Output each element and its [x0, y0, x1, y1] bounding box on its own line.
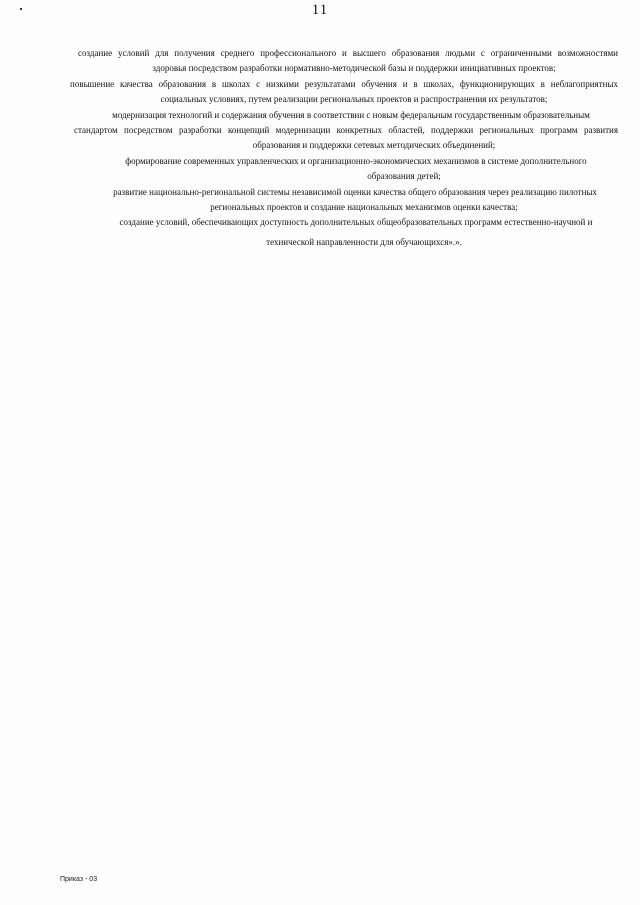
text-line: создание условий для получения среднего профессионального и высшего образования людьми с ограниченными возможностями	[78, 48, 618, 58]
footer-label: Приказ - 03	[60, 876, 98, 883]
text-line: повышение качества образования в школах с низкими результатами обучения и в школах, функционирующих в неблагоприятных	[70, 79, 618, 90]
text-line: модернизация технологий и содержания обучения в соответствии с новым федеральным государственным образовательным	[112, 110, 590, 121]
text-line: здоровья посредством разработки нормативно-методической базы и поддержки инициативных проектов;	[152, 62, 556, 73]
text-line: создание условий, обеспечивающих доступность дополнительных общеобразовательных программ естественно-научной и	[119, 216, 593, 227]
text-line: образования детей;	[367, 170, 441, 181]
text-line: социальных условиях, путем реализации региональных проектов и распространения их результатов;	[160, 93, 548, 104]
body-text	[70, 46, 618, 250]
text-line: образования и поддержки сетевых методических объединений;	[252, 139, 496, 150]
text-line: развитие национально-региональной системы независимой оценки качества общего образования через реализацию пилотных	[113, 187, 597, 198]
text-line: региональных проектов и создание национальных механизмов оценки качества;	[210, 201, 518, 212]
text-line: формирование современных управленческих и организационно-экономических механизмов в системе дополнительного	[125, 156, 587, 167]
page-number: 11	[311, 2, 329, 18]
text-line: технической направленности для обучающихся».».	[266, 237, 462, 248]
text-line: стандартом посредством разработки концепций модернизации конкретных областей, поддержки региональных программ развития	[74, 124, 618, 135]
